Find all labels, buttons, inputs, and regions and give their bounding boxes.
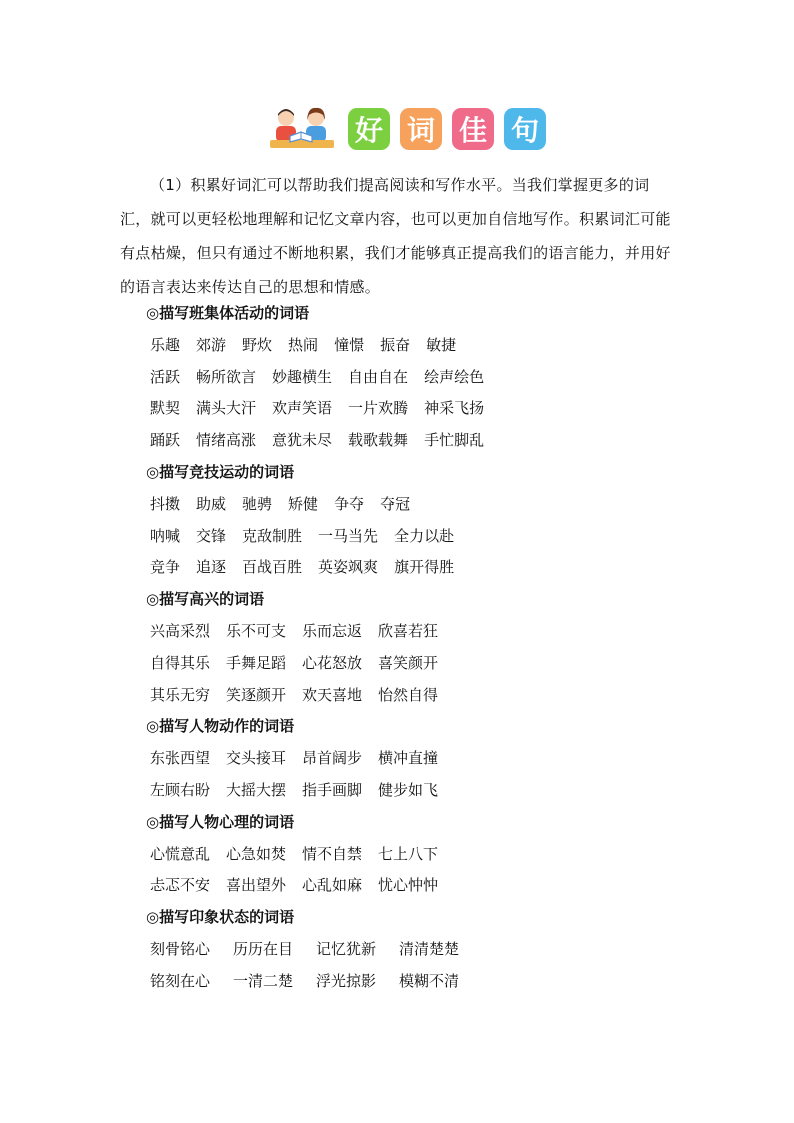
word-row bbox=[150, 489, 710, 521]
vocab-word: 手舞足蹈 bbox=[226, 653, 287, 672]
vocab-word: 克敌制胜 bbox=[242, 526, 303, 545]
title-char-jia: 佳 bbox=[452, 108, 494, 150]
title-char-hao: 好 bbox=[348, 108, 390, 150]
vocab-word: 热闹 bbox=[288, 335, 319, 354]
vocab-word: 记忆犹新 bbox=[316, 939, 377, 958]
section-heading: ◎描写人物动作的词语 bbox=[146, 717, 295, 736]
vocab-word: 欢声笑语 bbox=[272, 399, 333, 418]
section-heading: ◎描写竞技运动的词语 bbox=[146, 462, 295, 481]
vocab-word: 呐喊 bbox=[150, 526, 181, 545]
vocab-word: 七上八下 bbox=[378, 844, 439, 863]
word-row bbox=[150, 362, 710, 394]
vocab-word: 妙趣横生 bbox=[272, 367, 333, 386]
title-char-ci: 词 bbox=[400, 108, 442, 150]
vocab-word: 憧憬 bbox=[334, 335, 365, 354]
vocab-word: 心乱如麻 bbox=[302, 876, 363, 895]
vocab-word: 历历在目 bbox=[233, 939, 294, 958]
vocab-word: 载歌载舞 bbox=[348, 431, 409, 450]
word-row bbox=[150, 330, 710, 362]
vocab-word: 昂首阔步 bbox=[302, 749, 363, 768]
vocab-word: 野炊 bbox=[242, 335, 273, 354]
word-row bbox=[150, 743, 710, 775]
vocab-word: 乐趣 bbox=[150, 335, 181, 354]
vocab-word: 自得其乐 bbox=[150, 653, 211, 672]
word-row bbox=[150, 393, 710, 425]
vocab-word: 活跃 bbox=[150, 367, 181, 386]
section-header bbox=[268, 106, 546, 152]
vocab-word: 模糊不清 bbox=[399, 971, 460, 990]
vocab-word: 全力以赴 bbox=[394, 526, 455, 545]
section-heading: ◎描写印象状态的词语 bbox=[146, 908, 295, 927]
vocab-word: 振奋 bbox=[380, 335, 411, 354]
word-row bbox=[150, 934, 710, 966]
vocab-word: 矫健 bbox=[288, 494, 319, 513]
vocab-word: 郊游 bbox=[196, 335, 227, 354]
vocab-word: 一片欢腾 bbox=[348, 399, 409, 418]
word-row bbox=[150, 839, 710, 871]
vocab-word: 忧心忡忡 bbox=[378, 876, 439, 895]
title-char-ju: 句 bbox=[504, 108, 546, 150]
vocab-word: 百战百胜 bbox=[242, 558, 303, 577]
vocab-word: 抖擞 bbox=[150, 494, 181, 513]
vocab-word: 意犹未尽 bbox=[272, 431, 333, 450]
word-row bbox=[150, 425, 710, 457]
vocab-word: 横冲直撞 bbox=[378, 749, 439, 768]
vocab-word: 情不自禁 bbox=[302, 844, 363, 863]
vocab-word: 铭刻在心 bbox=[150, 971, 211, 990]
vocab-word: 争夺 bbox=[334, 494, 365, 513]
vocab-word: 笑逐颜开 bbox=[226, 685, 287, 704]
vocab-word: 满头大汗 bbox=[196, 399, 257, 418]
vocab-word: 大摇大摆 bbox=[226, 780, 287, 799]
vocab-word: 东张西望 bbox=[150, 749, 211, 768]
vocab-word: 绘声绘色 bbox=[424, 367, 485, 386]
vocab-word: 左顾右盼 bbox=[150, 780, 211, 799]
vocab-word: 心花怒放 bbox=[302, 653, 363, 672]
word-row bbox=[150, 870, 710, 902]
vocab-word: 情绪高涨 bbox=[196, 431, 257, 450]
word-row bbox=[150, 616, 710, 648]
vocabulary-list bbox=[146, 298, 710, 998]
vocab-word: 喜出望外 bbox=[226, 876, 287, 895]
vocab-word: 追逐 bbox=[196, 558, 227, 577]
word-row bbox=[150, 648, 710, 680]
vocab-word: 畅所欲言 bbox=[196, 367, 257, 386]
vocab-word: 喜笑颜开 bbox=[378, 653, 439, 672]
vocab-word: 旗开得胜 bbox=[394, 558, 455, 577]
vocab-word: 神采飞扬 bbox=[424, 399, 485, 418]
word-row bbox=[150, 966, 710, 998]
vocab-word: 默契 bbox=[150, 399, 181, 418]
vocab-word: 欢天喜地 bbox=[302, 685, 363, 704]
section-heading: ◎描写班集体活动的词语 bbox=[146, 304, 310, 322]
vocab-word: 竞争 bbox=[150, 558, 181, 577]
word-row bbox=[150, 775, 710, 807]
word-row bbox=[150, 521, 710, 553]
vocab-word: 乐而忘返 bbox=[302, 621, 363, 640]
vocab-word: 浮光掠影 bbox=[316, 971, 377, 990]
word-row bbox=[150, 552, 710, 584]
vocab-word: 英姿飒爽 bbox=[318, 558, 379, 577]
vocab-word: 夺冠 bbox=[380, 494, 411, 513]
vocab-word: 助威 bbox=[196, 494, 227, 513]
section-heading: ◎描写高兴的词语 bbox=[146, 590, 265, 609]
vocab-word: 清清楚楚 bbox=[399, 939, 460, 958]
vocab-word: 乐不可支 bbox=[226, 621, 287, 640]
vocab-word: 兴高采烈 bbox=[150, 621, 211, 640]
vocab-word: 一清二楚 bbox=[233, 971, 294, 990]
vocab-word: 踊跃 bbox=[150, 431, 181, 450]
vocab-word: 健步如飞 bbox=[378, 780, 439, 799]
vocab-word: 交头接耳 bbox=[226, 749, 287, 768]
vocab-word: 驰骋 bbox=[242, 494, 273, 513]
word-row bbox=[150, 680, 710, 712]
vocab-word: 心慌意乱 bbox=[150, 844, 211, 863]
intro-paragraph: （1）积累好词汇可以帮助我们提高阅读和写作水平。当我们掌握更多的词汇，就可以更轻松地理解和记忆文章内容，也可以更加自信地写作。积累词汇可能有点枯燥，但只有通过不断地积累，我们才能够真正提高我们的语言能力，并用好的语言表达来传达自己的思想和情感。 bbox=[120, 176, 671, 296]
vocab-word: 敏捷 bbox=[426, 335, 457, 354]
vocab-word: 自由自在 bbox=[348, 367, 409, 386]
vocab-word: 欣喜若狂 bbox=[378, 621, 439, 640]
vocab-word: 心急如焚 bbox=[226, 844, 287, 863]
vocab-word: 怡然自得 bbox=[378, 685, 439, 704]
vocab-word: 其乐无穷 bbox=[150, 685, 211, 704]
vocab-word: 忐忑不安 bbox=[150, 876, 211, 895]
vocab-word: 刻骨铭心 bbox=[150, 939, 211, 958]
vocab-word: 指手画脚 bbox=[302, 780, 363, 799]
vocab-word: 一马当先 bbox=[318, 526, 379, 545]
vocab-word: 手忙脚乱 bbox=[424, 431, 485, 450]
vocab-word: 交锋 bbox=[196, 526, 227, 545]
reading-kids-icon bbox=[268, 106, 336, 152]
section-heading: ◎描写人物心理的词语 bbox=[146, 812, 295, 831]
